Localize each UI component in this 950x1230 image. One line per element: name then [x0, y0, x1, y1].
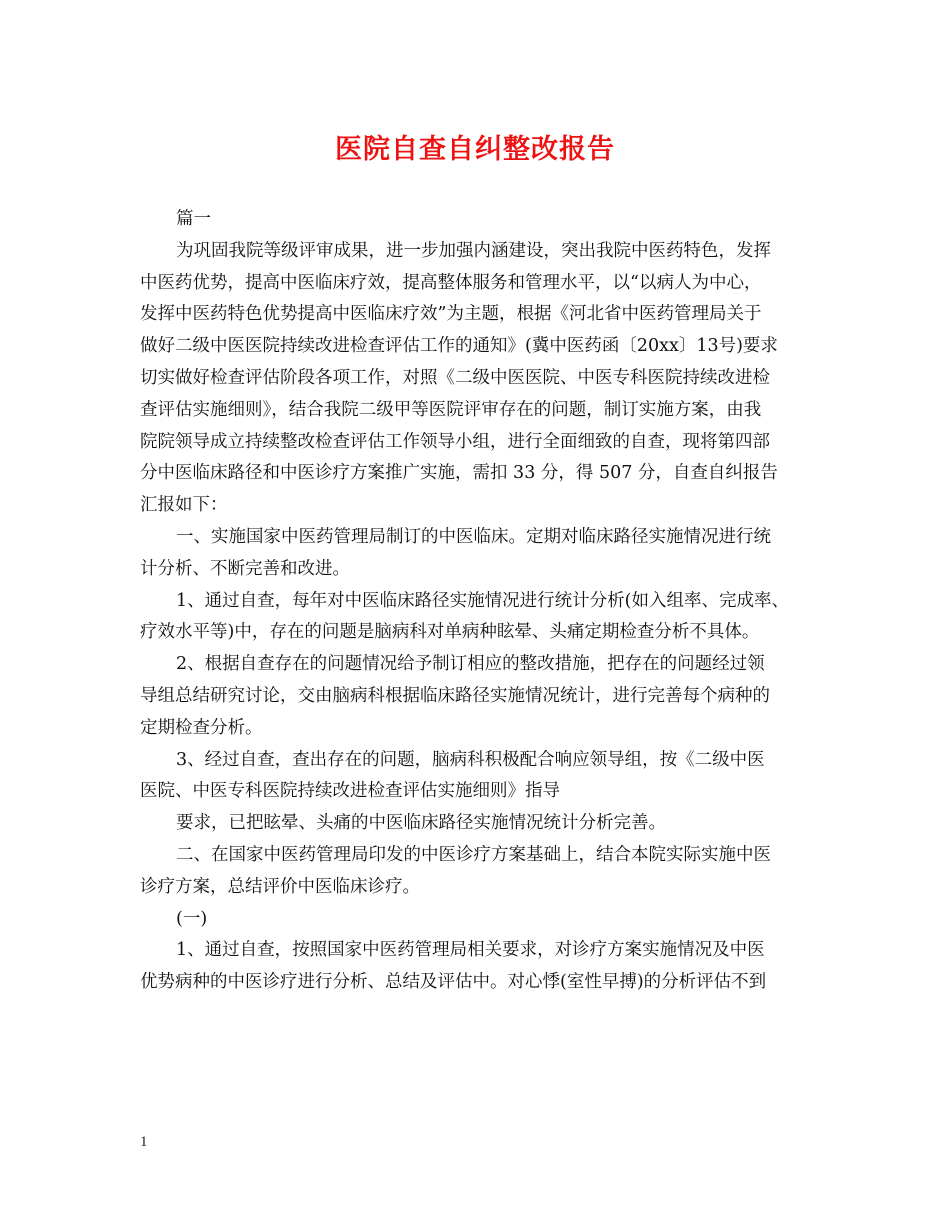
- text-line: 诊疗方案，总结评价中医临床诊疗。: [140, 876, 420, 897]
- text-line: 医院、中医专科医院持续改进检查评估实施细则》指导: [140, 781, 560, 802]
- text-line: 中医药优势，提高中医临床疗效，提高整体服务和管理水平，以“以病人为中心，: [140, 272, 762, 293]
- text-line: 汇报如下：: [140, 495, 228, 516]
- page-number: 1: [140, 1134, 148, 1150]
- text-line: 发挥中医药特色优势提高中医临床疗效”为主题，根据《河北省中医药管理局关于: [140, 304, 762, 325]
- text-line: 篇一: [176, 209, 211, 229]
- text-line: 一、实施国家中医药管理局制订的中医临床。定期对临床路径实施情况进行统: [176, 526, 771, 547]
- text-line: 为巩固我院等级评审成果，进一步加强内涵建设，突出我院中医药特色，发挥: [176, 240, 771, 261]
- text-line: 做好二级中医医院持续改进检查评估工作的通知》(冀中医药函〔20xx〕13号)要求: [140, 336, 778, 357]
- text-line: 2、根据自查存在的问题情况给予制订相应的整改措施，把存在的问题经过领: [176, 654, 765, 675]
- document-body: [140, 204, 825, 999]
- text-line: 优势病种的中医诊疗进行分析、总结及评估中。对心悸(室性早搏)的分析评估不到: [140, 972, 767, 993]
- text-line: 疗效水平等)中，存在的问题是脑病科对单病种眩晕、头痛定期检查分析不具体。: [140, 622, 760, 643]
- text-line: 1、通过自查，每年对中医临床路径实施情况进行统计分析(如入组率、完成率、: [176, 590, 789, 611]
- text-line: 定期检查分析。: [140, 717, 263, 738]
- text-line: 要求，已把眩晕、头痛的中医临床路径实施情况统计分析完善。: [176, 813, 666, 834]
- text-line: 二、在国家中医药管理局印发的中医诊疗方案基础上，结合本院实际实施中医: [176, 844, 771, 865]
- text-line: (一): [176, 908, 208, 929]
- text-line: 院院领导成立持续整改检查评估工作领导小组，进行全面细致的自查，现将第四部: [140, 431, 770, 452]
- text-line: 导组总结研究讨论，交由脑病科根据临床路径实施情况统计，进行完善每个病种的: [140, 685, 770, 706]
- text-line: 1、通过自查，按照国家中医药管理局相关要求，对诊疗方案实施情况及中医: [176, 940, 765, 961]
- text-line: 查评估实施细则》，结合我院二级甲等医院评审存在的问题，制订实施方案，由我: [140, 399, 762, 420]
- text-line: 3、经过自查，查出存在的问题，脑病科积极配合响应领导组，按《二级中医: [176, 749, 765, 770]
- text-line: 计分析、不断完善和改进。: [140, 558, 350, 579]
- text-line: 切实做好检查评估阶段各项工作，对照《二级中医医院、中医专科医院持续改进检: [140, 367, 770, 388]
- text-line: 分中医临床路径和中医诊疗方案推广实施，需扣 33 分，得 507 分，自查自纠报告: [140, 463, 778, 484]
- document-title: 医院自查自纠整改报告: [335, 134, 615, 165]
